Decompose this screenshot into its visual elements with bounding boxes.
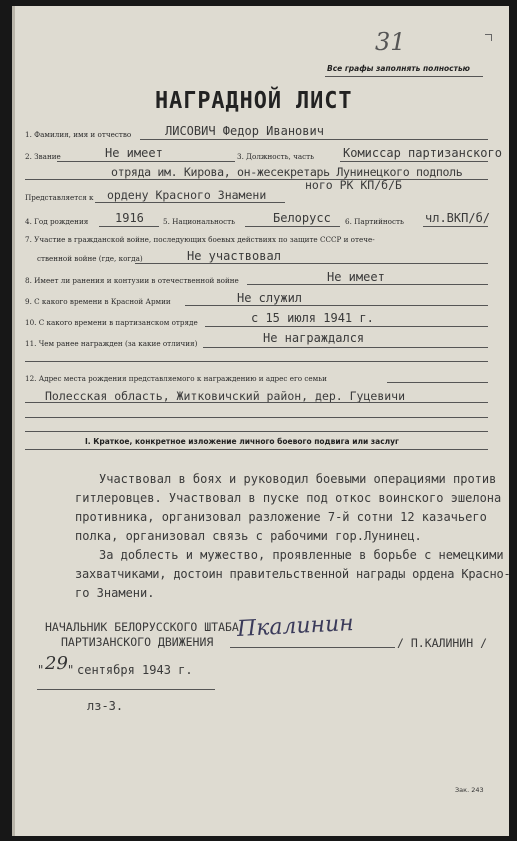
presented-line — [95, 202, 285, 203]
presented-label: Представляется к — [25, 193, 94, 202]
date-open-quote: " — [37, 663, 45, 677]
signature-line — [230, 647, 395, 648]
field-11-label: 11. Чем ранее награжден (за какие отличия) — [25, 339, 198, 348]
field-10-line — [205, 326, 488, 327]
field-5-value: Белорусс — [273, 211, 331, 225]
field-5-label: 5. Национальность — [163, 217, 236, 226]
field-6-label: 6. Партийность — [345, 217, 404, 226]
field-4-line — [99, 226, 159, 227]
field-4-label: 4. Год рождения — [25, 217, 89, 226]
field-2-line — [57, 161, 235, 162]
field-12-line-3 — [25, 431, 488, 432]
field-11-line-2 — [25, 361, 488, 362]
field-7-label-1: 7. Участие в гражданской войне, последующих боевых действиях по защите СССР и отече- — [25, 235, 375, 244]
field-11-line — [203, 347, 488, 348]
field-3-line-2 — [25, 179, 488, 180]
field-8-value: Не имеет — [327, 270, 385, 284]
field-3-label: 3. Должность, часть — [237, 152, 315, 161]
field-12-line-1 — [25, 402, 488, 403]
field-10-value: с 15 июля 1941 г. — [251, 311, 374, 325]
field-9-label: 9. С какого времени в Красной Армии — [25, 297, 171, 306]
narrative-p1-line-4: полка, организовал связь с рабочими гор.Лунинец. — [75, 529, 422, 543]
field-5-line — [245, 226, 340, 227]
narrative-p2-line-2: захватчиками, достоин правительственной награды ордена Красно- — [75, 567, 511, 581]
field-1-line — [140, 139, 488, 140]
date-close-quote: " — [67, 663, 75, 677]
presented-value: ордену Красного Знамени — [107, 188, 267, 202]
signer-position-line-1: НАЧАЛЬНИК БЕЛОРУССКОГО ШТАБА — [45, 620, 239, 634]
narrative-p2-line-1: За доблесть и мужество, проявленные в борьбе с немецкими — [99, 548, 504, 562]
field-7-label-2: ственной войне (где, когда) — [37, 254, 143, 263]
field-11-value: Не награждался — [263, 331, 365, 345]
sheet-number: 31 — [375, 28, 406, 56]
field-6-value: чл.ВКП/б/ — [425, 211, 491, 225]
field-3-line-1 — [340, 161, 488, 162]
field-4-value: 1916 — [115, 211, 144, 225]
narrative-p2-line-3: го Знамени. — [75, 586, 155, 600]
fill-all-note: Все графы заполнять полностью — [327, 64, 470, 73]
field-8-line — [247, 284, 488, 285]
field-6-line — [423, 226, 488, 227]
field-7-value: Не участвовал — [187, 249, 281, 263]
field-2-label: 2. Звание — [25, 152, 61, 161]
field-12-label: 12. Адрес места рождения представляемого к награждению и адрес его семьи — [25, 374, 327, 383]
field-12-line-0 — [387, 382, 488, 383]
field-9-line — [185, 305, 488, 306]
field-1-value: ЛИСОВИЧ Федор Иванович — [165, 124, 324, 138]
corner-mark — [485, 34, 492, 41]
section-heading-line — [25, 449, 488, 450]
field-10-label: 10. С какого времени в партизанском отряде — [25, 318, 198, 327]
date-day: 29 — [45, 653, 68, 674]
order-mark: Зак. 243 — [455, 786, 484, 794]
field-3-value-2: отряда им. Кирова, он-жесекретарь Лунинецкого подполь — [111, 165, 463, 179]
field-3-value-1: Комиссар партизанского — [343, 146, 502, 160]
field-9-value: Не служил — [237, 291, 303, 305]
narrative-p1-line-2: гитлеровцев. Участвовал в пуске под откос воинского эшелона — [75, 491, 502, 505]
signer-position-line-2: ПАРТИЗАНСКОГО ДВИЖЕНИЯ — [61, 635, 214, 649]
field-8-label: 8. Имеет ли ранения и контузии в отечественной войне — [25, 276, 239, 285]
narrative-p1-line-3: противника, организовал разложение 7-й сотни 12 казачьего — [75, 510, 487, 524]
typist-mark: лз-3. — [87, 699, 124, 713]
section-heading: I. Краткое, конкретное изложение личного боевого подвига или заслуг — [85, 437, 399, 446]
note-underline — [325, 76, 483, 77]
field-12-line-2 — [25, 417, 488, 418]
field-12-value: Полесская область, Житковичский район, дер. Гуцевичи — [45, 389, 406, 403]
field-7-line — [135, 263, 488, 264]
narrative-p1-line-1: Участвовал в боях и руководил боевыми операциями против — [99, 472, 497, 486]
field-1-label: 1. Фамилия, имя и отчество — [25, 130, 132, 139]
handwritten-signature: Пкалинин — [236, 610, 355, 643]
field-2-value: Не имеет — [105, 146, 163, 160]
date-month-year: сентября 1943 г. — [77, 663, 193, 677]
page-title: НАГРАДНОЙ ЛИСТ — [155, 88, 353, 114]
date-line — [37, 689, 215, 690]
signer-name: / П.КАЛИНИН / — [397, 636, 488, 650]
award-sheet — [12, 6, 509, 836]
field-3-value-3: ного РК КП/б/Б — [305, 178, 402, 192]
